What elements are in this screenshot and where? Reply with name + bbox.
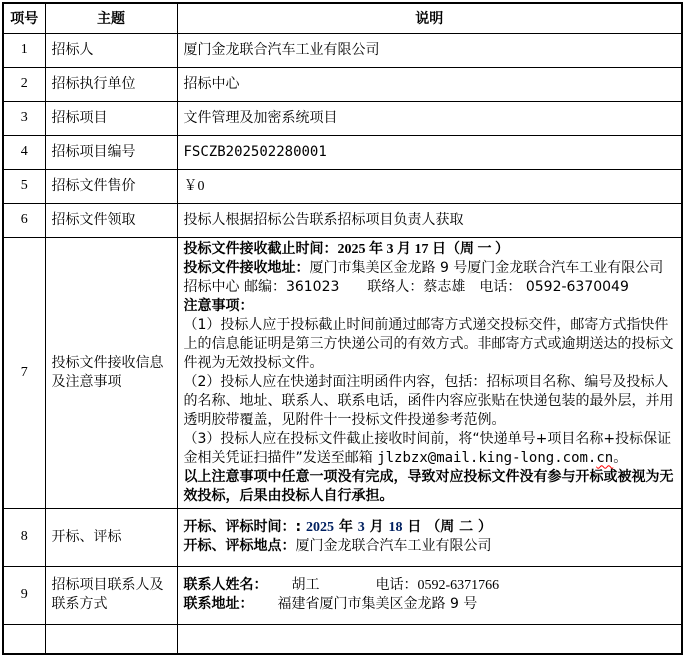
row-topic: 招标项目编号 [45, 135, 177, 169]
column-header-topic: 主题 [45, 3, 177, 33]
row-description: 文件管理及加密系统项目 [177, 101, 682, 135]
row-topic: 投标文件接收信息及注意事项 [45, 237, 177, 508]
opening-time-label: 开标、评标时间：: [183, 519, 306, 535]
contact-address-line [184, 595, 676, 614]
row-number: 1 [3, 33, 45, 67]
warning-text: 以上注意事项中任意一项没有完成，导致对应投标文件没有参与开标或被视为无效投标，后果由投标人自行承担。 [183, 468, 674, 504]
submission-deadline-label: 投标文件接收截止时间： [183, 240, 338, 257]
table-row-document-pickup [3, 203, 682, 237]
table-row-document-price [3, 169, 682, 203]
row-topic: 招标人 [45, 33, 177, 67]
opening-day: 18 [388, 520, 403, 535]
table-row-project [3, 101, 682, 135]
contact-phone-value: 0592-6371766 [417, 578, 500, 593]
row-number: 3 [3, 101, 45, 135]
column-header-item-no: 项号 [3, 3, 45, 33]
opening-place-value: 厦门金龙联合汽车工业有限公司 [295, 538, 492, 554]
row-description [177, 566, 682, 624]
note-1: （1）投标人应于投标截止时间前通过邮寄方式递交投标交件，邮寄方式指快件上的信息能证明是第三方快递公司的有效方式。非邮寄方式或逾期送达的投标文件视为无效投标文件。 [183, 316, 674, 371]
note-3-text: （3）投标人应在投标文件截止接收时间前，将“快递单号+项目名称+投标保证金相关凭证扫描件”发送至邮箱 [183, 430, 672, 466]
row-number [3, 624, 45, 654]
row-number: 7 [3, 237, 45, 508]
submission-address-line [184, 259, 676, 297]
note-3-period: 。 [613, 449, 628, 466]
opening-month: 3 [357, 520, 365, 535]
contact-address-value: 福建省厦门市集美区金龙路 9 号 [277, 596, 478, 612]
contact-phone-label: 电话： [375, 577, 418, 593]
opening-place-line [184, 537, 676, 556]
row-description [177, 508, 682, 566]
table-row-bidder [3, 33, 682, 67]
column-header-description: 说明 [177, 3, 682, 33]
row-topic: 招标项目联系人及联系方式 [45, 566, 177, 624]
row-description: 投标人根据招标公告联系招标项目负责人获取 [177, 203, 682, 237]
opening-time-sep: 年 [333, 519, 358, 535]
table-row-submission-info [3, 237, 682, 508]
table-row-executing-unit [3, 67, 682, 101]
opening-time-line [184, 518, 676, 537]
row-topic: 招标文件领取 [45, 203, 177, 237]
row-number: 4 [3, 135, 45, 169]
contact-name-line [184, 576, 676, 595]
note-2: （2）投标人应在快递封面注明函件内容，包括：招标项目名称、编号及投标人的名称、地址、联系人、联系电话，函件内容应张贴在快递包装的最外层，并用透明胶带覆盖，见附件十一投标文件投递参考范例。 [183, 373, 674, 428]
table-row-cutoff [3, 624, 682, 654]
submission-deadline-value: 2025 年 3 月 17 日（周 一 ） [337, 241, 509, 257]
row-topic: 招标项目 [45, 101, 177, 135]
row-description [177, 237, 682, 508]
row-topic: 开标、评标 [45, 508, 177, 566]
contact-name-label: 联系人姓名： [183, 577, 268, 593]
submission-address-value: 厦门市集美区金龙路 9 号厦门金龙联合汽车工业有限公司招标中心 邮编：361023 联络人：蔡志雄 电话： 0592-6370049 [183, 259, 664, 295]
note-3 [184, 430, 676, 468]
opening-time-sep: 日 （周 二 ） [402, 519, 492, 535]
row-number: 8 [3, 508, 45, 566]
opening-time-sep: 月 [364, 519, 389, 535]
submission-deadline-line [184, 240, 676, 259]
table-row-contact [3, 566, 682, 624]
row-number: 5 [3, 169, 45, 203]
opening-year: 2025 [305, 520, 334, 535]
table-header-row [3, 3, 682, 33]
contact-address-label: 联系地址： [183, 596, 254, 612]
submission-address-label: 投标文件接收地址： [183, 259, 310, 276]
table-row-bid-opening [3, 508, 682, 566]
contact-name-value: 胡工 [291, 577, 320, 593]
email-address: jlzbzx@mail.king-long.com. [377, 449, 597, 466]
row-description: 招标中心 [177, 67, 682, 101]
row-number: 6 [3, 203, 45, 237]
row-topic: 招标文件售价 [45, 169, 177, 203]
tender-info-table [2, 2, 683, 655]
opening-place-label: 开标、评标地点： [183, 538, 296, 554]
row-topic [45, 624, 177, 654]
row-description: ￥0 [177, 169, 682, 203]
notes-heading: 注意事项： [183, 297, 254, 314]
table-row-project-number [3, 135, 682, 169]
row-description: FSCZB202502280001 [177, 135, 682, 169]
row-topic: 招标执行单位 [45, 67, 177, 101]
row-description [177, 624, 682, 654]
row-number: 2 [3, 67, 45, 101]
email-address-tld: cn [596, 449, 614, 466]
row-description: 厦门金龙联合汽车工业有限公司 [177, 33, 682, 67]
row-number: 9 [3, 566, 45, 624]
